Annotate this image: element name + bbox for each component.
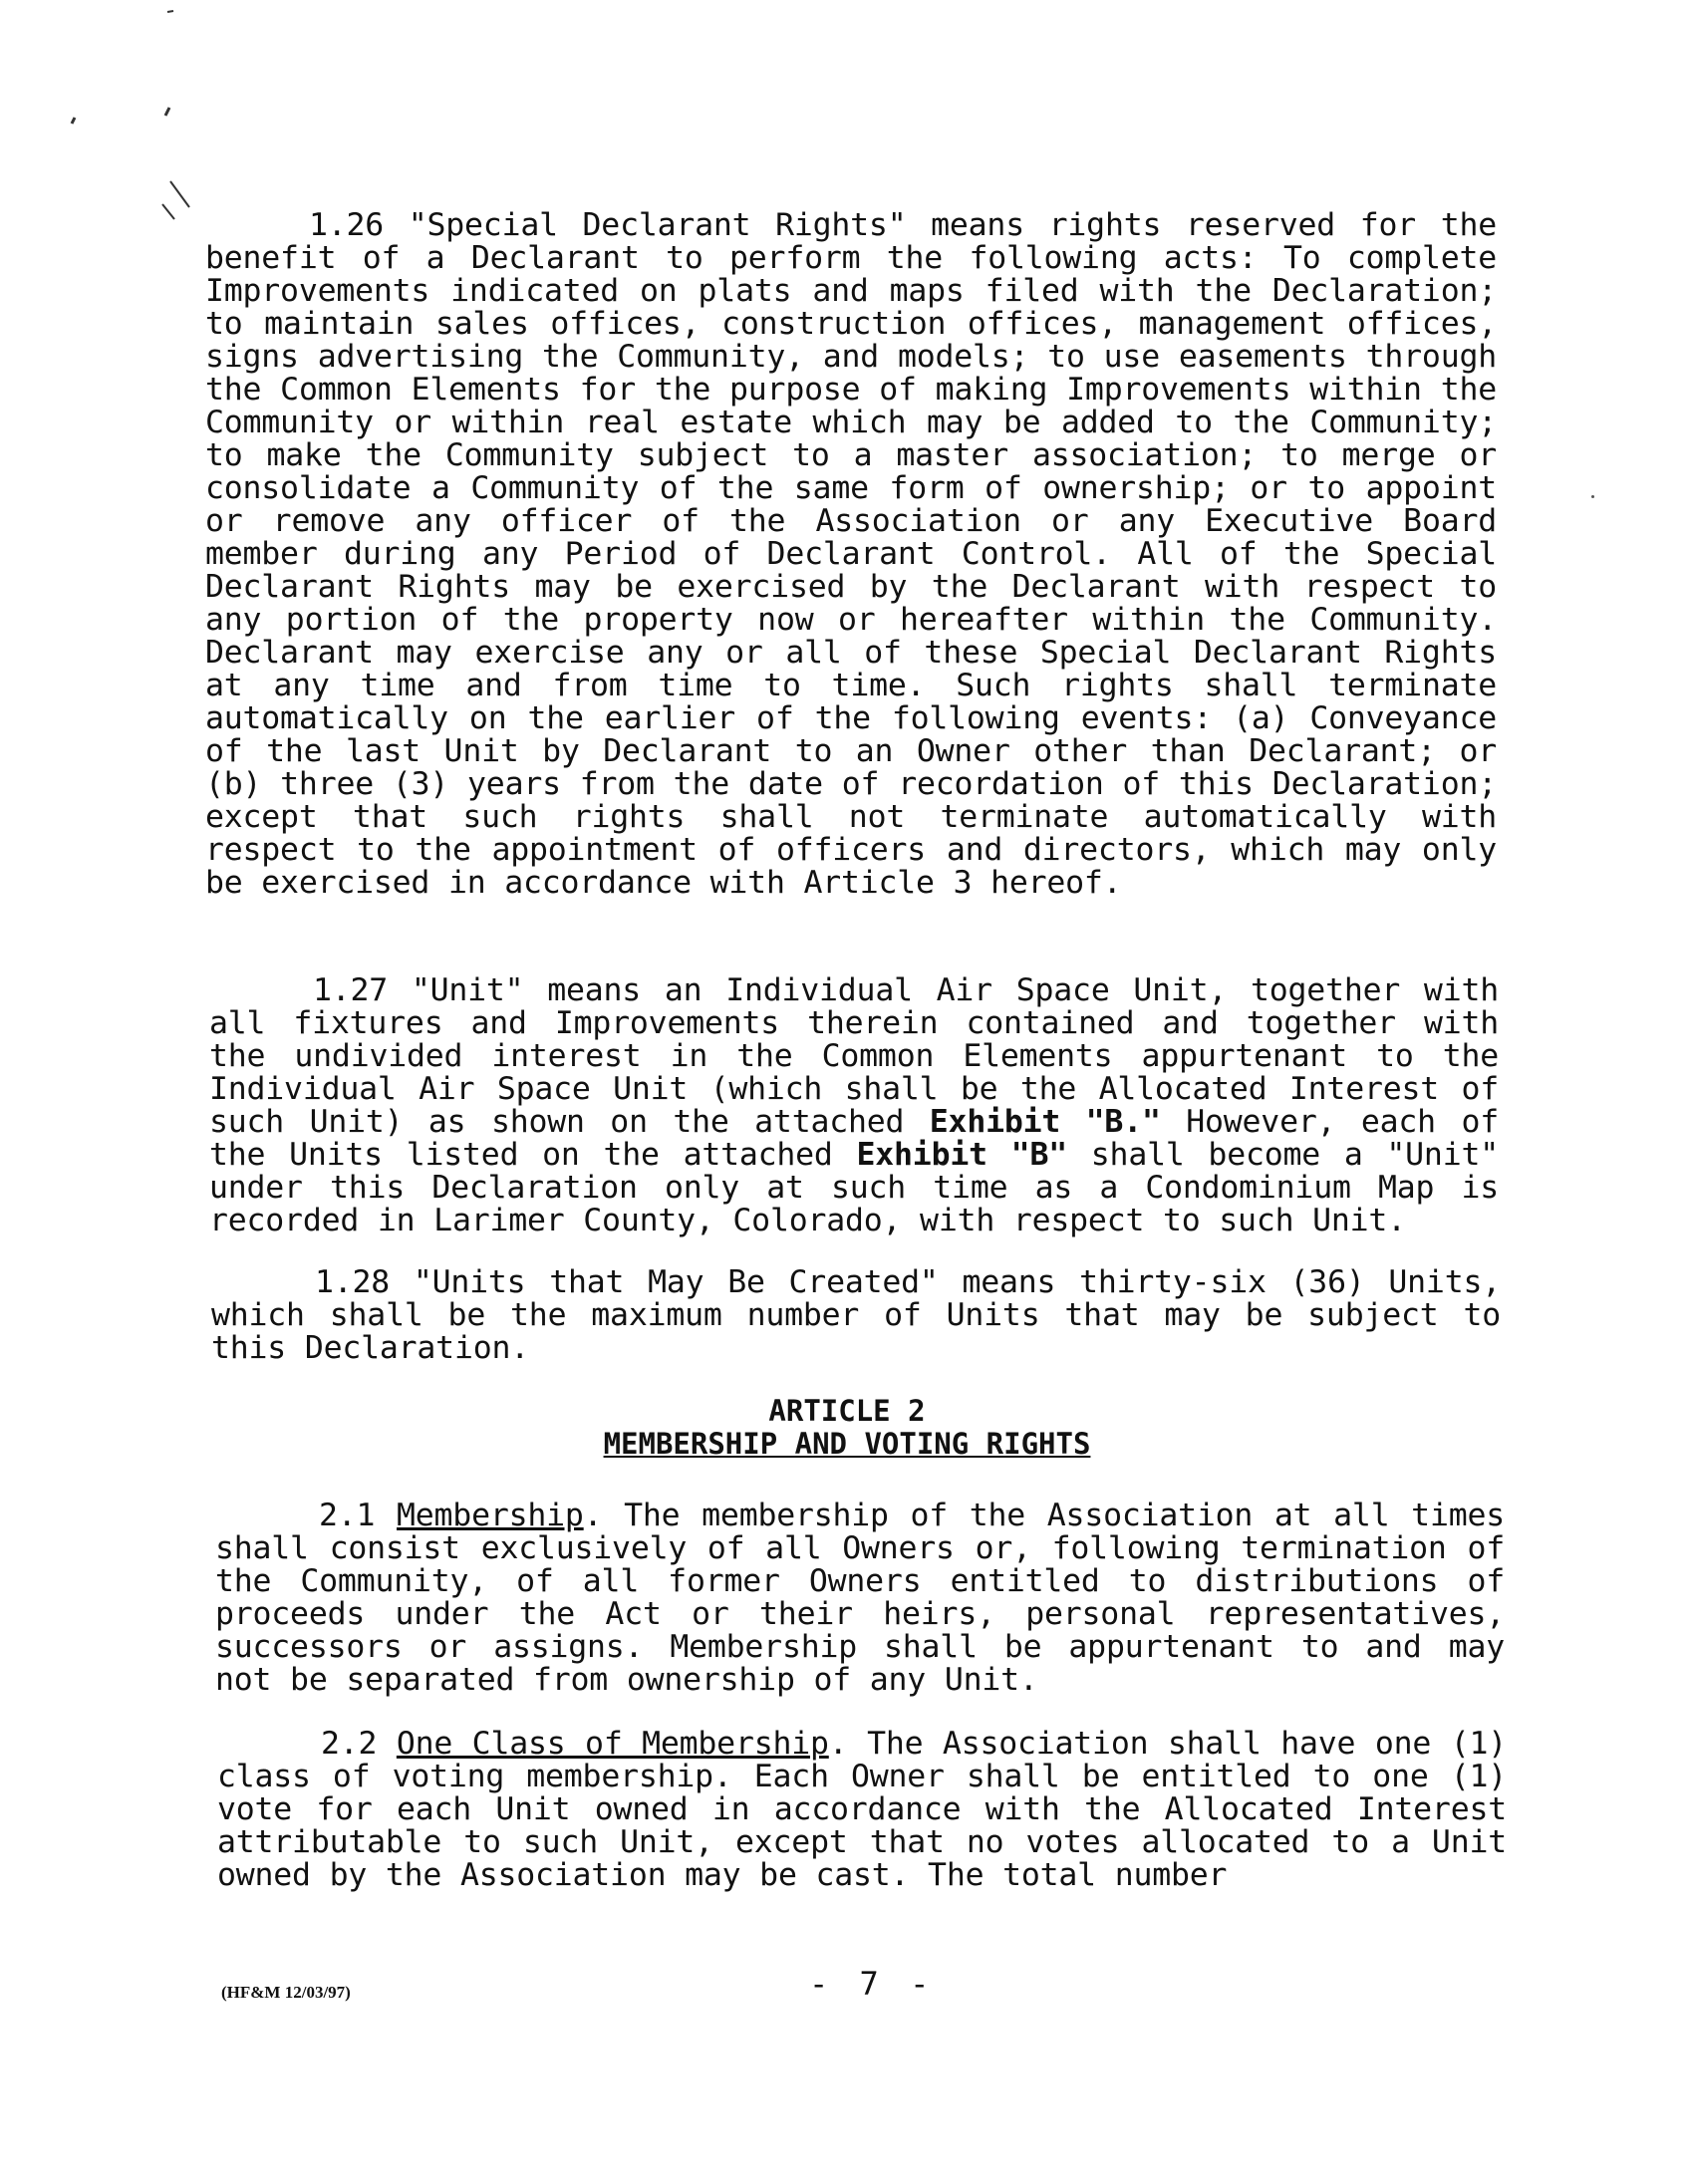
paragraph-2-1-number: 2.1 [319, 1498, 398, 1533]
exhibit-b-reference-2: Exhibit "B" [856, 1137, 1067, 1173]
paragraph-2-1-text: . The membership of the Association at all times shall consist exclusively of all Owners or, following termination of the Community, of all former Owners entitled to distributions of proceeds under the Act or their heirs, personal representatives, successors or assigns. Membership shall be appurtenant to and may not be separated from ownership of any Unit. [215, 1498, 1505, 1698]
footer-document-code: (HF&M 12/03/97) [221, 1983, 351, 2002]
article-title: MEMBERSHIP AND VOTING RIGHTS [603, 1427, 1091, 1461]
article-number: ARTICLE 2 [768, 1394, 926, 1428]
paragraph-1-28-text: 1.28 "Units that May Be Created" means thirty-six (36) Units, which shall be the maximum number of Units that may be subject to this Declaration. [211, 1264, 1501, 1366]
paragraph-1-27-text-a: 1.27 "Unit" means an Individual Air Space Unit, together with all fixtures and Improvements therein contained and together with the undivided interest in the Common Elements appurtenant to the Individual Air Space Unit (which shall be the Allocated Interest of such Unit) as shown on the attached [209, 972, 1499, 1140]
paragraph-2-2-number: 2.2 [321, 1726, 397, 1762]
section-title-membership: Membership [397, 1498, 584, 1533]
paragraph-2-2-text: . The Association shall have one (1) class of voting membership. Each Owner shall be entitled to one (1) vote for each Unit owned in accordance with the Allocated Interest attributable to such Unit, except that no votes allocated to a Unit owned by the Association may be cast. The total number [217, 1726, 1507, 1893]
paragraph-1-26 [205, 209, 1497, 900]
page-number: - 7 - [809, 1965, 936, 2003]
section-title-one-class: One Class of Membership [396, 1726, 829, 1762]
paragraph-2-2 [217, 1728, 1507, 1892]
paragraph-1-27-text-c: shall become a "Unit" under this Declaration only at such time as a Condominium Map is recorded in Larimer County, Colorado, with respect to such Unit. [209, 1137, 1499, 1238]
exhibit-b-reference: Exhibit "B." [929, 1104, 1161, 1140]
paragraph-2-1 [215, 1500, 1505, 1697]
paragraph-1-27-text-b: However, each of the Units listed on the attached [209, 1104, 1499, 1173]
scan-speck [1591, 495, 1594, 498]
paragraph-1-28 [211, 1266, 1501, 1365]
paragraph-1-26-text: 1.26 "Special Declarant Rights" means rights reserved for the benefit of a Declarant to perform the following acts: To complete Improvements indicated on plats and maps filed with the Declaration; to maintain sales offices, construction offices, management offices, signs advertising the Community, and models; to use easements through the Common Elements for the purpose of making Improvements within the Community or within real estate which may be added to the Community; to make the Community subject to a master association; to merge or consolidate a Community of the same form of ownership; or to appoint or remove any officer of the Association or any Executive Board member during any Period of Declarant Control. All of the Special Declarant Rights may be exercised by the Declarant with respect to any portion of the property now or hereafter within the Community. Declarant may exercise any or all of these Special Declarant Rights at any time and from time to time. Such rights shall terminate automatically on the earlier of the following events: (a) Conveyance of the last Unit by Declarant to an Owner other than Declarant; or (b) three (3) years from the date of recordation of this Declaration; except that such rights shall not terminate automatically with respect to the appointment of officers and directors, which may only be exercised in accordance with Article 3 hereof. [205, 207, 1497, 901]
paragraph-1-27 [209, 974, 1499, 1237]
